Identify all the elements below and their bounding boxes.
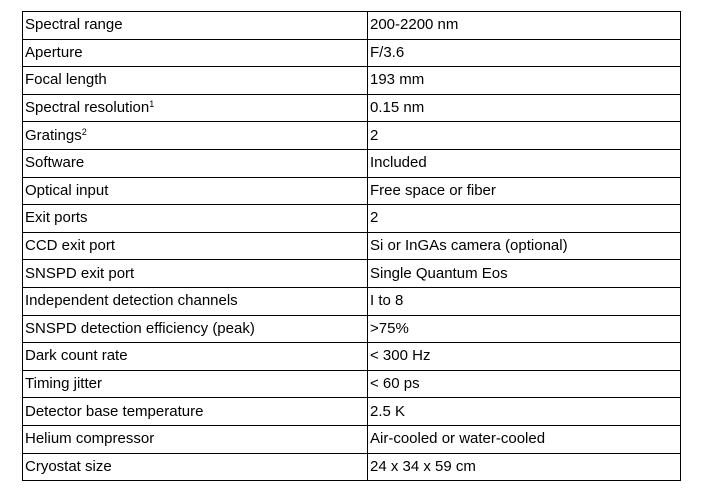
parameter-cell [23,398,368,426]
value-label: < 300 Hz [370,347,431,365]
parameter-cell [23,39,368,67]
parameter-label: Independent detection channels [25,292,238,310]
value-cell [368,177,681,205]
table-row [23,149,681,177]
value-cell [368,315,681,343]
parameter-cell [23,205,368,233]
value-label: I to 8 [370,292,404,310]
value-label: 2 [370,209,379,227]
value-cell [368,260,681,288]
table-row [23,425,681,453]
table-row [23,370,681,398]
parameter-cell [23,12,368,40]
value-label: 193 mm [370,71,425,89]
value-cell [368,398,681,426]
parameter-label: Optical input [25,181,109,199]
parameter-cell [23,232,368,260]
value-cell [368,67,681,95]
parameter-label: Timing jitter [25,375,102,393]
table-row [23,232,681,260]
footnote-marker: 2 [81,126,87,137]
value-label: 2 [370,126,379,144]
parameter-label: Helium compressor [25,430,155,448]
table-row [23,398,681,426]
parameter-label: Gratings [25,126,82,144]
table-row [23,94,681,122]
parameter-cell [23,67,368,95]
value-label: Si or InGAs camera (optional) [370,237,568,255]
parameter-cell [23,343,368,371]
table-row [23,287,681,315]
parameter-cell [23,453,368,481]
parameter-cell [23,177,368,205]
value-cell [368,287,681,315]
parameter-cell [23,122,368,150]
value-cell [368,232,681,260]
parameter-label: Detector base temperature [25,402,204,420]
parameter-cell [23,370,368,398]
table-row [23,205,681,233]
table-row [23,67,681,95]
table-row [23,39,681,67]
table-row [23,177,681,205]
value-cell [368,122,681,150]
specifications-table-body [23,12,681,481]
value-label: 0.15 nm [370,99,425,117]
value-label: Air-cooled or water-cooled [370,430,546,448]
parameter-cell [23,425,368,453]
value-cell [368,205,681,233]
value-label: Included [370,154,427,172]
parameter-cell [23,260,368,288]
value-label: >75% [370,319,409,337]
value-label: 24 x 34 x 59 cm [370,457,476,475]
parameter-label: Aperture [25,43,83,61]
value-label: < 60 ps [370,375,420,393]
value-label: Free space or fiber [370,181,496,199]
parameter-label: SNSPD detection efficiency (peak) [25,319,255,337]
footnote-marker: 1 [149,99,155,110]
parameter-label: Focal length [25,71,107,89]
value-cell [368,425,681,453]
value-label: 200-2200 nm [370,16,459,34]
parameter-label: Spectral resolution [25,99,150,117]
parameter-label: CCD exit port [25,237,116,255]
parameter-label: Exit ports [25,209,88,227]
table-row [23,260,681,288]
parameter-cell [23,94,368,122]
value-cell [368,343,681,371]
table-row [23,122,681,150]
value-label: Single Quantum Eos [370,264,508,282]
value-cell [368,39,681,67]
parameter-cell [23,315,368,343]
value-label: F/3.6 [370,43,405,61]
parameter-cell [23,287,368,315]
value-cell [368,370,681,398]
table-row [23,453,681,481]
value-cell [368,94,681,122]
value-label: 2.5 K [370,402,406,420]
parameter-label: Dark count rate [25,347,128,365]
table-row [23,343,681,371]
specifications-table [22,11,681,481]
table-row [23,315,681,343]
parameter-label: SNSPD exit port [25,264,135,282]
value-cell [368,149,681,177]
parameter-label: Software [25,154,85,172]
parameter-label: Spectral range [25,16,123,34]
value-cell [368,453,681,481]
table-row [23,12,681,40]
parameter-cell [23,149,368,177]
parameter-label: Cryostat size [25,457,112,475]
value-cell [368,12,681,40]
